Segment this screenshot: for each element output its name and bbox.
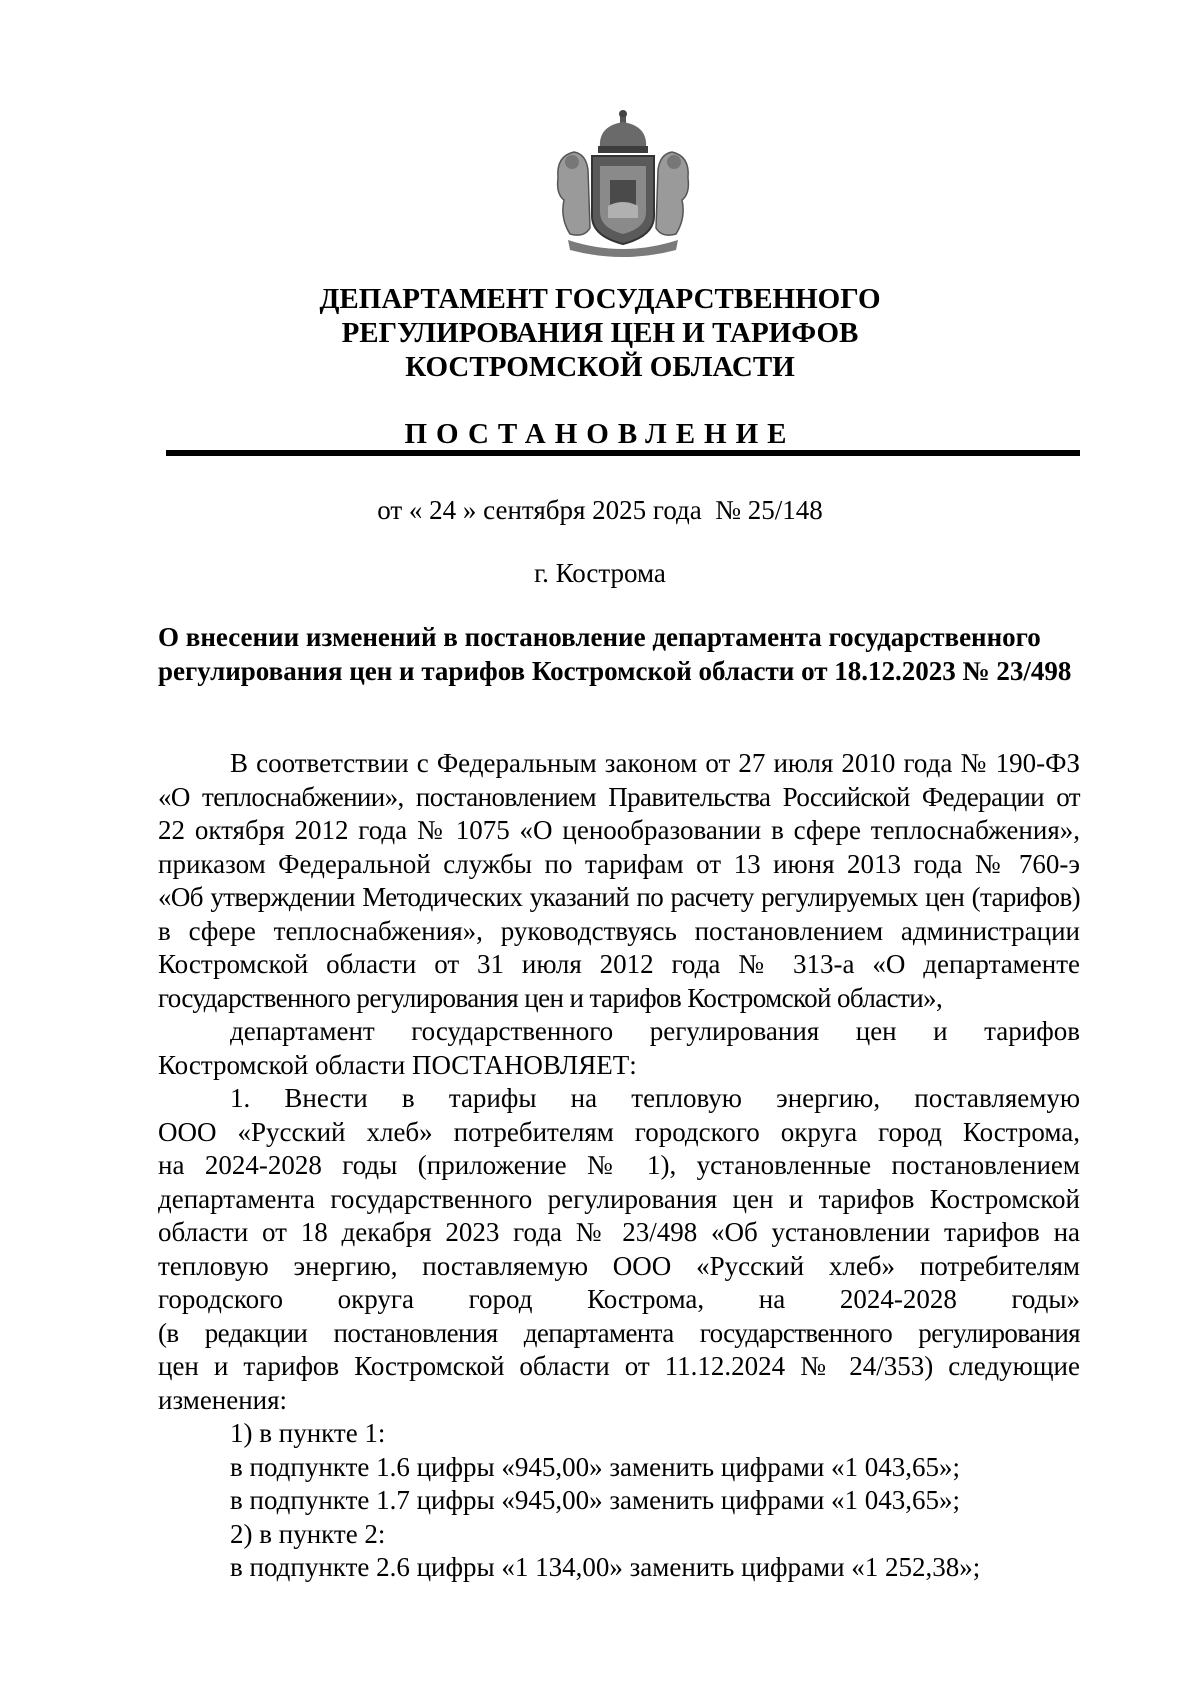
body-line: городского округа город Кострома, на 2024-2028 годы» bbox=[158, 1284, 1080, 1314]
body-line: «Об утверждении Методических указаний по расчету регулируемых цен (тарифов) bbox=[158, 882, 1080, 912]
body-line: в сфере теплоснабжения», руководствуясь постановлением администрации bbox=[158, 915, 1080, 946]
header-divider bbox=[166, 450, 1080, 456]
body-line: области от 18 декабря 2023 года № 23/498 «Об установлении тарифов на bbox=[158, 1217, 1080, 1247]
body-line: 1. Внести в тарифы на тепловую энергию, поставляемую bbox=[230, 1083, 1080, 1113]
body-line: (в редакции постановления департамента государственного регулирования bbox=[158, 1317, 1080, 1348]
subject-line: О внесении изменений в постановление департамента государственного bbox=[158, 622, 1041, 652]
document-subject bbox=[158, 620, 1080, 688]
org-line: КОСТРОМСКОЙ ОБЛАСТИ bbox=[405, 351, 795, 383]
body-line: 1) в пункте 1: bbox=[230, 1418, 386, 1448]
body-line: Костромской области от 31 июля 2012 года № 313-а «О департаменте bbox=[158, 949, 1080, 979]
document-body bbox=[158, 747, 1080, 1585]
body-line: в подпункте 1.7 цифры «945,00» заменить цифрами «1 043,65»; bbox=[230, 1485, 961, 1515]
body-line: изменения: bbox=[158, 1384, 288, 1415]
body-line: В соответствии с Федеральным законом от 27 июля 2010 года № 190-ФЗ bbox=[230, 748, 1080, 778]
body-line: ООО «Русский хлеб» потребителям городского округа город Кострома, bbox=[158, 1116, 1080, 1147]
body-line: 22 октября 2012 года № 1075 «О ценообразовании в сфере теплоснабжения», bbox=[158, 815, 1080, 845]
org-line: РЕГУЛИРОВАНИЯ ЦЕН И ТАРИФОВ bbox=[341, 317, 859, 349]
body-line: цен и тарифов Костромской области от 11.12.2024 № 24/353) следующие bbox=[158, 1351, 1080, 1381]
body-line: в подпункте 2.6 цифры «1 134,00» заменить цифрами «1 252,38»; bbox=[230, 1552, 981, 1582]
coat-of-arms-emblem bbox=[548, 108, 698, 260]
body-line: Костромской области ПОСТАНОВЛЯЕТ: bbox=[158, 1049, 637, 1080]
body-line: в подпункте 1.6 цифры «945,00» заменить цифрами «1 043,65»; bbox=[230, 1451, 961, 1482]
org-line: ДЕПАРТАМЕНТ ГОСУДАРСТВЕННОГО bbox=[319, 283, 881, 315]
subject-line: регулирования цен и тарифов Костромской области от 18.12.2023 № 23/498 bbox=[158, 656, 1072, 686]
body-line: приказом Федеральной службы по тарифам от 13 июня 2013 года № 760-э bbox=[158, 848, 1080, 879]
body-line: тепловую энергию, поставляемую ООО «Русский хлеб» потребителям bbox=[158, 1250, 1080, 1281]
body-line: 2) в пункте 2: bbox=[230, 1518, 386, 1549]
body-line: государственного регулирования цен и тарифов Костромской области», bbox=[158, 982, 943, 1013]
document-date-number: от « 24 » сентября 2025 года № 25/148 bbox=[377, 495, 823, 525]
document-type: ПОСТАНОВЛЕНИЕ bbox=[404, 418, 796, 450]
body-line: «О теплоснабжении», постановлением Правительства Российской Федерации от bbox=[158, 781, 1080, 812]
body-line: департамент государственного регулирования цен и тарифов bbox=[230, 1016, 1080, 1046]
body-line: департамента государственного регулирования цен и тарифов Костромской bbox=[158, 1183, 1080, 1214]
organization-name bbox=[0, 282, 1200, 384]
document-city: г. Кострома bbox=[534, 558, 666, 588]
body-line: на 2024-2028 годы (приложение № 1), установленные постановлением bbox=[158, 1150, 1080, 1180]
